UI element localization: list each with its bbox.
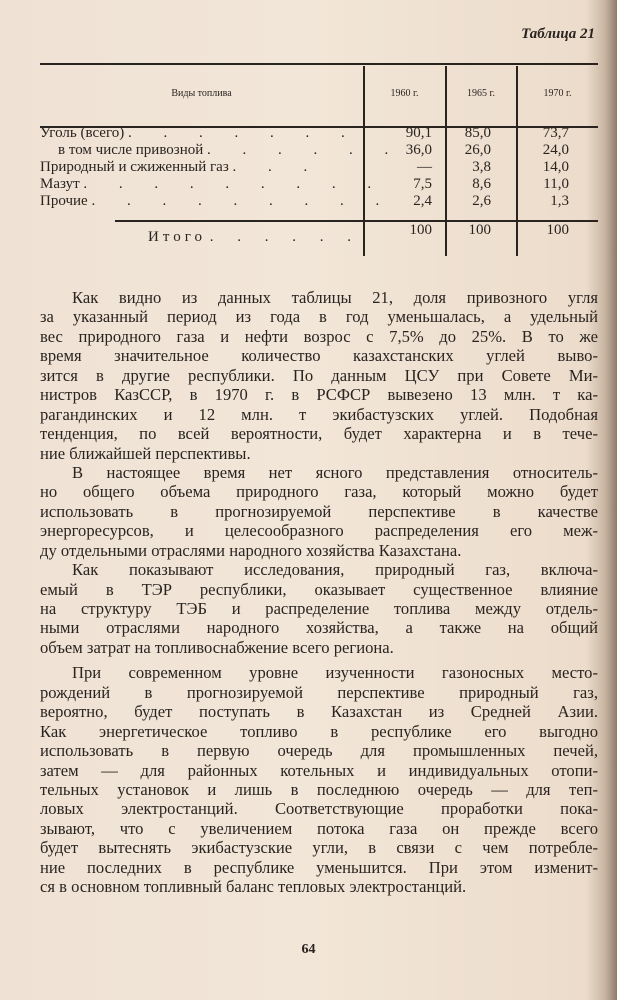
- leader-dots: . . .: [232, 159, 322, 175]
- leader-dots: . . . . . . . . .: [83, 176, 386, 192]
- text-line: но общего объема природного газа, который можно будет: [40, 482, 598, 502]
- text-line: зывают, что с увеличением потока газа он прежде всего: [40, 818, 598, 838]
- leader-dots: . . . . . . .: [127, 125, 359, 141]
- row-label: [40, 193, 394, 210]
- text-line: зится в другие республики. По данным ЦСУ при Совете Ми-: [40, 365, 598, 385]
- text-line: будет вытеснять экибастузские угли, в связи с чем потребле-: [40, 838, 598, 858]
- total-1960: 100: [409, 222, 432, 238]
- text-line: тельных установок и лишь в последнюю очередь — для теп-: [40, 779, 598, 799]
- paragraph: [40, 288, 598, 463]
- text-line: рагандинских и 12 млн. т экибастузских углей. Подобная: [40, 404, 598, 424]
- row-label-text: Природный и сжиженный газ: [40, 159, 229, 175]
- body-text: [40, 288, 598, 897]
- row-label: [40, 159, 362, 176]
- text-line: рождений в прогнозируемой перспективе природный газ,: [40, 682, 598, 702]
- text-line: тенденция, по всей вероятности, будет характерна и в тече-: [40, 424, 598, 444]
- text-line: В настоящее время нет ясного представления относитель-: [72, 462, 598, 482]
- text-line: ние последних в республике уменьшится. При этом изменит-: [40, 857, 598, 877]
- cell-value: 24,0: [542, 142, 569, 158]
- cell-value: 85,0: [464, 125, 491, 141]
- text-line: затем — для районных котельных и индивидуальных отопи-: [40, 760, 598, 780]
- text-line: использовать в прогнозируемой перспективе в качестве: [40, 501, 598, 521]
- total-1970: 100: [546, 222, 569, 238]
- cell-value: 7,5: [413, 176, 432, 192]
- text-line: вес природного газа и нефти возрос с 7,5% до 25%. В то же: [40, 326, 598, 346]
- text-line: Как энергетическое топливо в республике его выгодно: [40, 721, 598, 741]
- cell-value: —: [417, 159, 432, 175]
- cell-value: 1,3: [550, 193, 569, 209]
- page-number: 64: [301, 942, 316, 957]
- text-line: нистров КазССР, в 1970 г. в РСФСР вывезено 13 млн. т ка-: [40, 385, 598, 405]
- paragraph: [40, 663, 598, 896]
- text-line: ду отдельными отраслями народного хозяйства Казахстана.: [40, 540, 462, 560]
- total-label: Итого: [148, 229, 206, 245]
- cell-value: 90,1: [405, 125, 432, 141]
- text-line: время значительное количество казахстанских углей выво-: [40, 346, 598, 366]
- text-line: использовать в первую очередь для промышленных печей,: [40, 741, 598, 761]
- table-caption: Таблица 21: [521, 26, 595, 42]
- cell-value: 14,0: [542, 159, 569, 175]
- cell-value: 11,0: [543, 176, 569, 192]
- text-line: вероятно, будет поступать в Казахстан из Средней Азии.: [40, 702, 598, 722]
- cell-value: 36,0: [405, 142, 432, 158]
- text-line: ными отраслями народного хозяйства, а также на общий: [40, 618, 598, 638]
- header-fuel-type: Виды топлива: [171, 88, 232, 99]
- text-line: энергоресурсов, и целесообразного распределения его меж-: [40, 521, 598, 541]
- text-line: ловых электростанций. Соответствующие проработки пока-: [40, 799, 598, 819]
- row-label-text: Мазут: [40, 176, 80, 192]
- paragraph: [40, 463, 598, 560]
- row-label: [40, 125, 362, 142]
- leader-dots: . . . . . .: [209, 229, 361, 245]
- header-1960: 1960 г.: [390, 88, 419, 99]
- text-line: за указанный период из года в год уменьшалась, а удельный: [40, 307, 598, 327]
- text-line: При современном уровне изученности газоносных место-: [72, 663, 598, 683]
- table-top-rule: [40, 63, 598, 65]
- paragraph: [40, 560, 598, 657]
- text-line: ся в основном топливный баланс тепловых электростанций.: [40, 877, 467, 897]
- text-line: объем затрат на топливоснабжение всего региона.: [40, 637, 394, 657]
- total-1965: 100: [468, 222, 491, 238]
- leader-dots: . . . . . . . . .: [91, 193, 394, 209]
- cell-value: 26,0: [464, 142, 491, 158]
- cell-value: 8,6: [472, 176, 491, 192]
- total-row-label: [148, 229, 362, 246]
- text-line: Как видно из данных таблицы 21, доля привозного угля: [72, 288, 598, 307]
- text-line: Как показывают исследования, природный газ, включа-: [72, 560, 598, 580]
- text-line: на структуру ТЭБ и распределение топлива между отдель-: [40, 599, 598, 618]
- row-label-text: Прочие: [40, 193, 88, 209]
- cell-value: 3,8: [472, 159, 491, 175]
- cell-value: 73,7: [542, 125, 569, 141]
- row-label-text: в том числе привозной: [58, 142, 204, 158]
- row-label-text: Уголь (всего): [40, 125, 125, 141]
- cell-value: 2,6: [472, 193, 491, 209]
- header-1970: 1970 г.: [543, 88, 572, 99]
- row-label: [58, 142, 403, 159]
- header-1965: 1965 г.: [467, 88, 495, 99]
- cell-value: 2,4: [413, 193, 432, 209]
- text-line: емый в ТЭР республики, оказывает существенное влияние: [40, 579, 598, 599]
- text-line: ние ближайшей перспективы.: [40, 443, 251, 463]
- leader-dots: . . . . . .: [207, 142, 403, 158]
- row-label: [40, 176, 386, 193]
